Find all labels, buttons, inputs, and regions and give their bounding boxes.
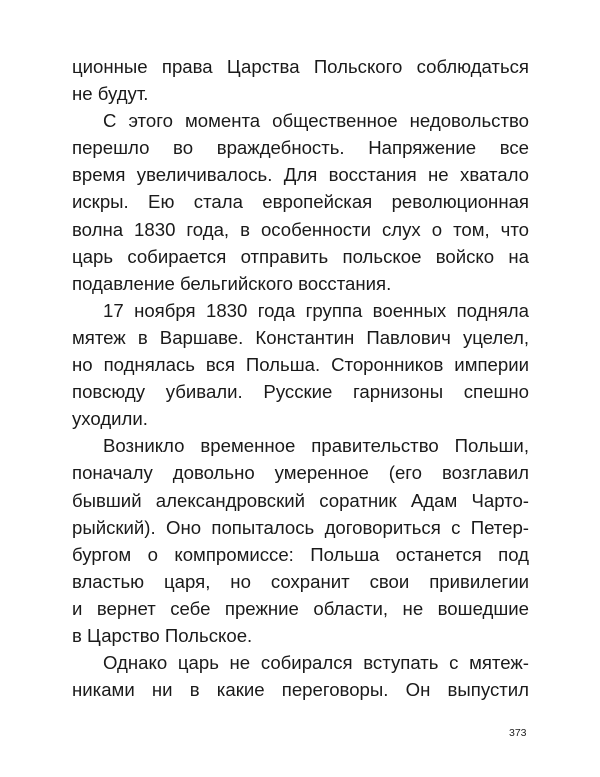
text-line: ционные права Царства Польского соблюдаться (72, 56, 529, 77)
text-line: но поднялась вся Польша. Сторонников империи (72, 354, 529, 376)
text-line: бургом о компромиссе: Польша останется под (72, 543, 529, 565)
text-line: время увеличивалось. Для восстания не хватало (72, 164, 529, 186)
text-line: подавление бельгийского восстания. (72, 272, 392, 294)
text-line: уходили. (72, 408, 148, 430)
text-line: и вернет себе прежние области, не вошедшие (72, 597, 529, 619)
text-line: С этого момента общественное недовольство (103, 110, 529, 132)
text-line: мятеж в Варшаве. Константин Павлович уцелел, (72, 326, 529, 348)
text-line: Возникло временное правительство Польши, (103, 435, 529, 457)
text-line: 17 ноября 1830 года группа военных подняла (103, 299, 529, 321)
text-line: царь собирается отправить польское войско на (72, 245, 529, 267)
text-line: властью царя, но сохранит свои привилегии (72, 570, 529, 592)
text-line: не будут. (72, 83, 149, 105)
text-line: волна 1830 года, в особенности слух о том, что (72, 218, 529, 240)
page-number: 373 (509, 727, 527, 739)
text-line: перешло во враждебность. Напряжение все (72, 137, 529, 159)
page-body-text (72, 53, 529, 703)
text-line: повсюду убивали. Русские гарнизоны спешно (72, 381, 529, 403)
text-line: в Царство Польское. (72, 624, 253, 646)
text-line: рыйский). Оно попыталось договориться с Петер- (72, 516, 529, 538)
text-line: поначалу довольно умеренное (его возглавил (72, 462, 529, 484)
text-line: искры. Ею стала европейская революционная (72, 191, 529, 213)
text-line: никами ни в какие переговоры. Он выпустил (72, 679, 529, 701)
text-line: Однако царь не собирался вступать с мятеж- (103, 652, 529, 674)
text-line: бывший александровский соратник Адам Чарто- (72, 489, 529, 511)
